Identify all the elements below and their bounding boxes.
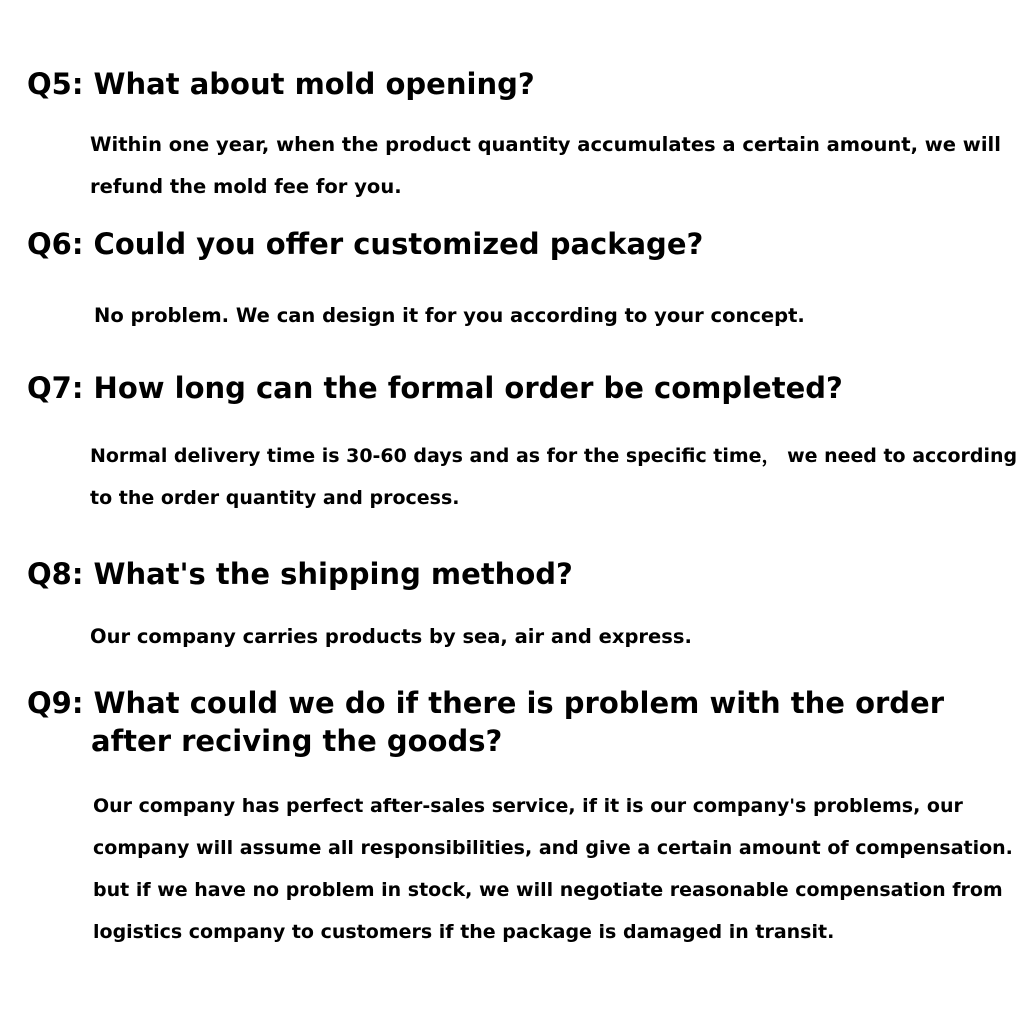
faq-question-q6 — [27, 225, 703, 263]
answer-line: to the order quantity and process. — [90, 487, 460, 509]
faq-question-q7 — [27, 369, 843, 407]
answer-line: No problem. We can design it for you according to your concept. — [94, 304, 805, 327]
answer-line: company will assume all responsibilities, and give a certain amount of compensation. — [93, 837, 1013, 859]
faq-question-q9 — [27, 684, 945, 758]
answer-line: Our company carries products by sea, air and express. — [90, 625, 692, 648]
question-text-continued: after reciving the goods? — [91, 724, 503, 758]
question-text: What could we do if there is problem with the order — [93, 686, 945, 720]
faq-answer-q8 — [90, 616, 692, 658]
question-number: Q7: — [27, 371, 84, 405]
faq-answer-q9 — [93, 785, 1013, 953]
question-number: Q6: — [27, 227, 84, 261]
faq-answer-q5 — [90, 124, 1001, 208]
answer-line: Our company has perfect after-sales service, if it is our company's problems, our — [93, 795, 963, 817]
question-text: How long can the formal order be completed? — [93, 371, 843, 405]
question-number: Q5: — [27, 67, 84, 101]
faq-answer-q6 — [94, 295, 805, 337]
faq-answer-q7 — [90, 435, 1017, 519]
answer-line: refund the mold fee for you. — [90, 175, 402, 198]
question-text: Could you offer customized package? — [93, 227, 704, 261]
question-number: Q8: — [27, 557, 84, 591]
answer-line: Normal delivery time is 30-60 days and as for the specific time， we need to according — [90, 445, 1018, 467]
faq-question-q8 — [27, 555, 573, 593]
question-number: Q9: — [27, 686, 84, 720]
answer-line: but if we have no problem in stock, we will negotiate reasonable compensation from — [93, 879, 1003, 901]
answer-line: Within one year, when the product quantity accumulates a certain amount, we will — [90, 133, 1001, 156]
faq-question-q5 — [27, 65, 535, 103]
question-text: What about mold opening? — [93, 67, 535, 101]
question-text: What's the shipping method? — [93, 557, 573, 591]
answer-line: logistics company to customers if the package is damaged in transit. — [93, 921, 835, 943]
